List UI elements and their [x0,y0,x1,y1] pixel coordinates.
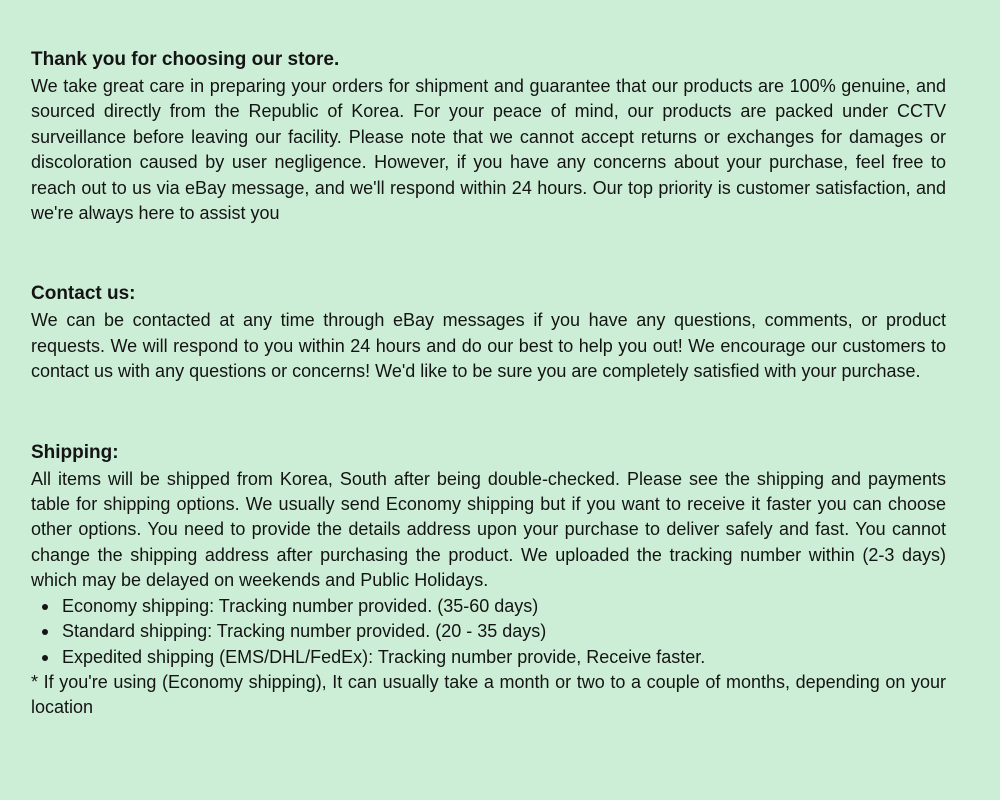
store-info-body: We take great care in preparing your orders for shipment and guarantee that our products are 100% genuine, and sourced directly from the Republic of Korea. For your peace of mind, our products are packed under CCTV surveillance before leaving our facility. Please note that we cannot accept returns or exchanges for damages or discoloration caused by user negligence. However, if you have any concerns about your purchase, feel free to reach out to us via eBay message, and we'll respond within 24 hours. Our top priority is customer satisfaction, and we're always here to assist you [31,76,946,224]
shipping-body: All items will be shipped from Korea, South after being double-checked. Please see the shipping and payments table for shipping options. We usually send Economy shipping but if you want to receive it faster you can choose other options. You need to provide the details address upon your purchase to deliver safely and fast. You cannot change the shipping address after purchasing the product. We uploaded the tracking number within (2-3 days) which may be delayed on weekends and Public Holidays. [31,468,946,591]
shipping-option-economy: Economy shipping: Tracking number provided. (35-60 days) [31,594,946,619]
shipping-note: * If you're using (Economy shipping), It can usually take a month or two to a couple of months, depending on your location [31,671,946,718]
contact-section [31,280,946,384]
store-info-section [31,46,946,226]
contact-body: We can be contacted at any time through eBay messages if you have any questions, comments, or product requests. We will respond to you within 24 hours and do our best to help you out! We encourage our customers to contact us with any questions or concerns! We'd like to be sure you are completely satisfied with your purchase. [31,310,946,382]
shipping-option-standard: Standard shipping: Tracking number provided. (20 - 35 days) [31,619,946,644]
store-info-heading: Thank you for choosing our store. [31,49,340,70]
contact-heading: Contact us: [31,283,136,305]
shipping-section [31,439,946,721]
shipping-option-expedited: Expedited shipping (EMS/DHL/FedEx): Tracking number provide, Receive faster. [31,645,946,670]
shipping-options-list [31,594,946,670]
shipping-heading: Shipping: [31,441,119,463]
store-policy-document [31,46,946,721]
